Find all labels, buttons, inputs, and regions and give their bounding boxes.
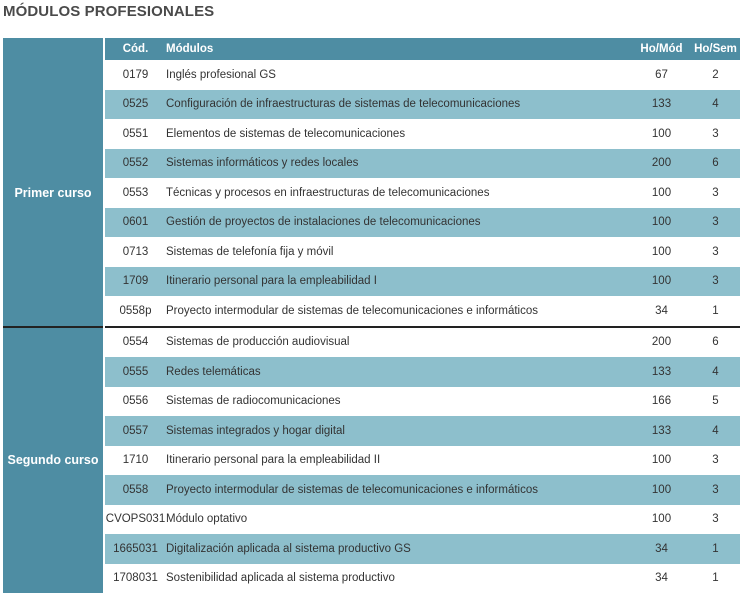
- weekly-hours: 3: [691, 208, 740, 238]
- module-hours: 34: [632, 296, 691, 327]
- table-row: [3, 416, 740, 446]
- module-code: 0601: [104, 208, 166, 238]
- header-module: Módulos: [166, 38, 632, 60]
- weekly-hours: 1: [691, 296, 740, 327]
- table-row: [3, 505, 740, 535]
- weekly-hours: 3: [691, 178, 740, 208]
- table-row: [3, 296, 740, 327]
- weekly-hours: 1: [691, 534, 740, 564]
- header-hours-week: Ho/Sem: [691, 38, 740, 60]
- module-code: 0554: [104, 327, 166, 358]
- weekly-hours: 6: [691, 327, 740, 358]
- module-name: Redes telemáticas: [166, 357, 632, 387]
- module-name: Sistemas de telefonía fija y móvil: [166, 237, 632, 267]
- module-code: 0555: [104, 357, 166, 387]
- module-name: Inglés profesional GS: [166, 60, 632, 90]
- module-code: 1709: [104, 267, 166, 297]
- module-hours: 166: [632, 387, 691, 417]
- module-name: Itinerario personal para la empleabilidad II: [166, 446, 632, 476]
- table-row: [3, 387, 740, 417]
- table-row: [3, 534, 740, 564]
- weekly-hours: 4: [691, 90, 740, 120]
- module-hours: 100: [632, 475, 691, 505]
- weekly-hours: 4: [691, 416, 740, 446]
- module-hours: 200: [632, 327, 691, 358]
- module-name: Proyecto intermodular de sistemas de telecomunicaciones e informáticos: [166, 296, 632, 327]
- table-row: [3, 475, 740, 505]
- module-code: 0552: [104, 149, 166, 179]
- module-code: 0179: [104, 60, 166, 90]
- weekly-hours: 2: [691, 60, 740, 90]
- module-hours: 100: [632, 505, 691, 535]
- table-row: [3, 446, 740, 476]
- table-row: [3, 564, 740, 594]
- module-code: 0525: [104, 90, 166, 120]
- table-row: [3, 327, 740, 358]
- table-row: [3, 90, 740, 120]
- table-body: [3, 60, 740, 593]
- module-hours: 34: [632, 564, 691, 594]
- weekly-hours: 6: [691, 149, 740, 179]
- module-code: CVOPS031: [104, 505, 166, 535]
- table-row: [3, 149, 740, 179]
- module-code: 0713: [104, 237, 166, 267]
- module-hours: 100: [632, 446, 691, 476]
- header-hours-module: Ho/Mód: [632, 38, 691, 60]
- module-code: 0551: [104, 119, 166, 149]
- module-code: 0558: [104, 475, 166, 505]
- module-name: Itinerario personal para la empleabilidad I: [166, 267, 632, 297]
- module-name: Elementos de sistemas de telecomunicaciones: [166, 119, 632, 149]
- table-row: [3, 119, 740, 149]
- weekly-hours: 3: [691, 119, 740, 149]
- module-code: 0558p: [104, 296, 166, 327]
- course-label: Segundo curso: [3, 327, 104, 594]
- weekly-hours: 3: [691, 505, 740, 535]
- module-code: 0553: [104, 178, 166, 208]
- weekly-hours: 1: [691, 564, 740, 594]
- module-hours: 100: [632, 178, 691, 208]
- modules-table: [3, 38, 740, 593]
- weekly-hours: 3: [691, 267, 740, 297]
- module-code: 0556: [104, 387, 166, 417]
- module-hours: 200: [632, 149, 691, 179]
- module-hours: 34: [632, 534, 691, 564]
- table-header-row: [3, 38, 740, 60]
- table-row: [3, 178, 740, 208]
- module-name: Sistemas de radiocomunicaciones: [166, 387, 632, 417]
- weekly-hours: 3: [691, 237, 740, 267]
- weekly-hours: 4: [691, 357, 740, 387]
- weekly-hours: 3: [691, 475, 740, 505]
- course-label: Primer curso: [3, 60, 104, 327]
- module-name: Gestión de proyectos de instalaciones de telecomunicaciones: [166, 208, 632, 238]
- module-name: Sistemas integrados y hogar digital: [166, 416, 632, 446]
- table-row: [3, 357, 740, 387]
- weekly-hours: 5: [691, 387, 740, 417]
- module-hours: 100: [632, 208, 691, 238]
- module-hours: 133: [632, 416, 691, 446]
- module-hours: 67: [632, 60, 691, 90]
- module-hours: 100: [632, 237, 691, 267]
- page-title: MÓDULOS PROFESIONALES: [3, 3, 215, 20]
- table-row: [3, 237, 740, 267]
- module-name: Digitalización aplicada al sistema productivo GS: [166, 534, 632, 564]
- module-name: Técnicas y procesos en infraestructuras de telecomunicaciones: [166, 178, 632, 208]
- table-row: [3, 60, 740, 90]
- module-code: 0557: [104, 416, 166, 446]
- table-row: [3, 267, 740, 297]
- table-row: [3, 208, 740, 238]
- module-name: Proyecto intermodular de sistemas de telecomunicaciones e informáticos: [166, 475, 632, 505]
- module-code: 1708031: [104, 564, 166, 594]
- module-code: 1710: [104, 446, 166, 476]
- module-code: 1665031: [104, 534, 166, 564]
- module-hours: 100: [632, 119, 691, 149]
- module-name: Módulo optativo: [166, 505, 632, 535]
- module-name: Sostenibilidad aplicada al sistema productivo: [166, 564, 632, 594]
- module-hours: 133: [632, 90, 691, 120]
- module-name: Sistemas de producción audiovisual: [166, 327, 632, 358]
- module-hours: 100: [632, 267, 691, 297]
- module-name: Sistemas informáticos y redes locales: [166, 149, 632, 179]
- header-code: Cód.: [104, 38, 166, 60]
- weekly-hours: 3: [691, 446, 740, 476]
- header-course-blank: [3, 38, 104, 60]
- module-name: Configuración de infraestructuras de sistemas de telecomunicaciones: [166, 90, 632, 120]
- module-hours: 133: [632, 357, 691, 387]
